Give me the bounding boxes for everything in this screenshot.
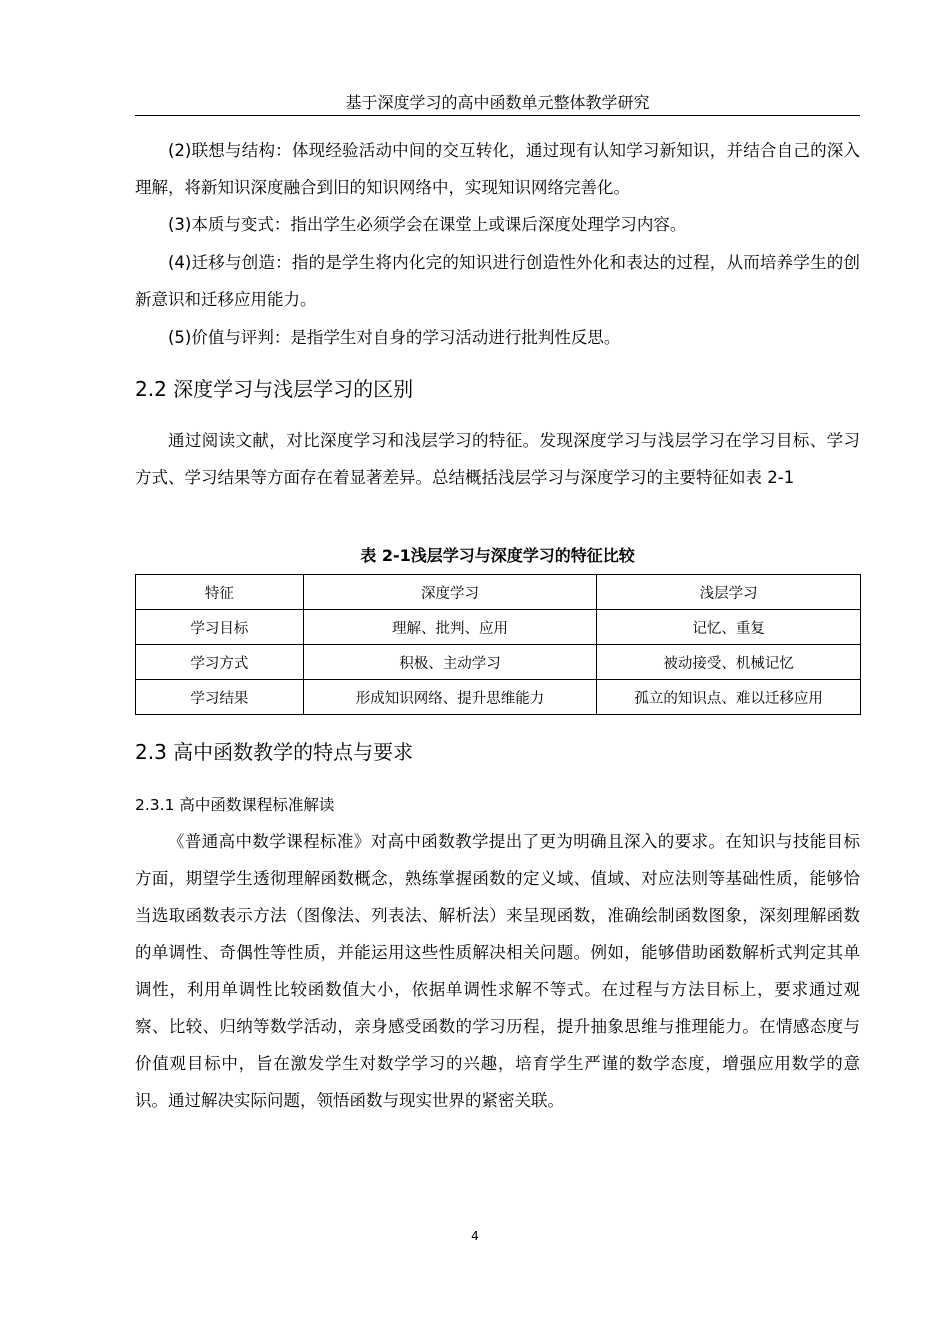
table-cell: 积极、主动学习	[303, 645, 597, 680]
table-row	[136, 680, 861, 715]
table-cell: 形成知识网络、提升思维能力	[303, 680, 597, 715]
subsection-heading-2-3-1: 2.3.1 高中函数课程标准解读	[135, 796, 335, 814]
table-cell: 学习目标	[136, 610, 304, 645]
table-header-cell: 深度学习	[303, 575, 597, 610]
running-header-title: 基于深度学习的高中函数单元整体教学研究	[345, 93, 650, 112]
table-cell: 记忆、重复	[597, 610, 861, 645]
list-item-essence-variation: (3)本质与变式：指出学生必须学会在课堂上或课后深度处理学习内容。	[168, 215, 687, 234]
section-heading-2-3: 2.3 高中函数教学的特点与要求	[135, 740, 414, 764]
table-row	[136, 610, 861, 645]
table-header-cell: 浅层学习	[597, 575, 861, 610]
table-cell: 学习方式	[136, 645, 304, 680]
list-item-associative-structure: (2)联想与结构：体现经验活动中间的交互转化，通过现有认知学习新知识，并结合自己的深入理解，将新知识深度融合到旧的知识网络中，实现知识网络完善化。	[135, 141, 860, 197]
table-header-row	[136, 575, 861, 610]
section-2-2-paragraph: 通过阅读文献，对比深度学习和浅层学习的特征。发现深度学习与浅层学习在学习目标、学习方式、学习结果等方面存在着显著差异。总结概括浅层学习与深度学习的主要特征如表 2-1	[135, 431, 860, 487]
header-divider	[135, 115, 860, 116]
table-caption: 表 2-1浅层学习与深度学习的特征比较	[360, 546, 635, 565]
table-cell: 孤立的知识点、难以迁移应用	[597, 680, 861, 715]
list-item-transfer-creation: (4)迁移与创造：指的是学生将内化完的知识进行创造性外化和表达的过程，从而培养学生的创新意识和迁移应用能力。	[135, 253, 860, 309]
comparison-table	[135, 574, 861, 715]
table-cell: 学习结果	[136, 680, 304, 715]
table-cell: 被动接受、机械记忆	[597, 645, 861, 680]
section-heading-2-2: 2.2 深度学习与浅层学习的区别	[135, 377, 414, 401]
table-row	[136, 645, 861, 680]
section-2-3-1-paragraph: 《普通高中数学课程标准》对高中函数教学提出了更为明确且深入的要求。在知识与技能目标方面，期望学生透彻理解函数概念，熟练掌握函数的定义域、值域、对应法则等基础性质，能够恰当选取函数表示方法（图像法、列表法、解析法）来呈现函数，准确绘制函数图象，深刻理解函数的单调性、奇偶性等性质，并能运用这些性质解决相关问题。例如，能够借助函数解析式判定其单调性，利用单调性比较函数值大小，依据单调性求解不等式。在过程与方法目标上，要求通过观察、比较、归纳等数学活动，亲身感受函数的学习历程，提升抽象思维与推理能力。在情感态度与价值观目标中，旨在激发学生对数学学习的兴趣，培育学生严谨的数学态度，增强应用数学的意识。通过解决实际问题，领悟函数与现实世界的紧密关联。	[135, 832, 860, 1110]
list-item-value-evaluation: (5)价值与评判：是指学生对自身的学习活动进行批判性反思。	[168, 328, 621, 347]
table-header-cell: 特征	[136, 575, 304, 610]
page-number: 4	[471, 1229, 479, 1243]
table-cell: 理解、批判、应用	[303, 610, 597, 645]
